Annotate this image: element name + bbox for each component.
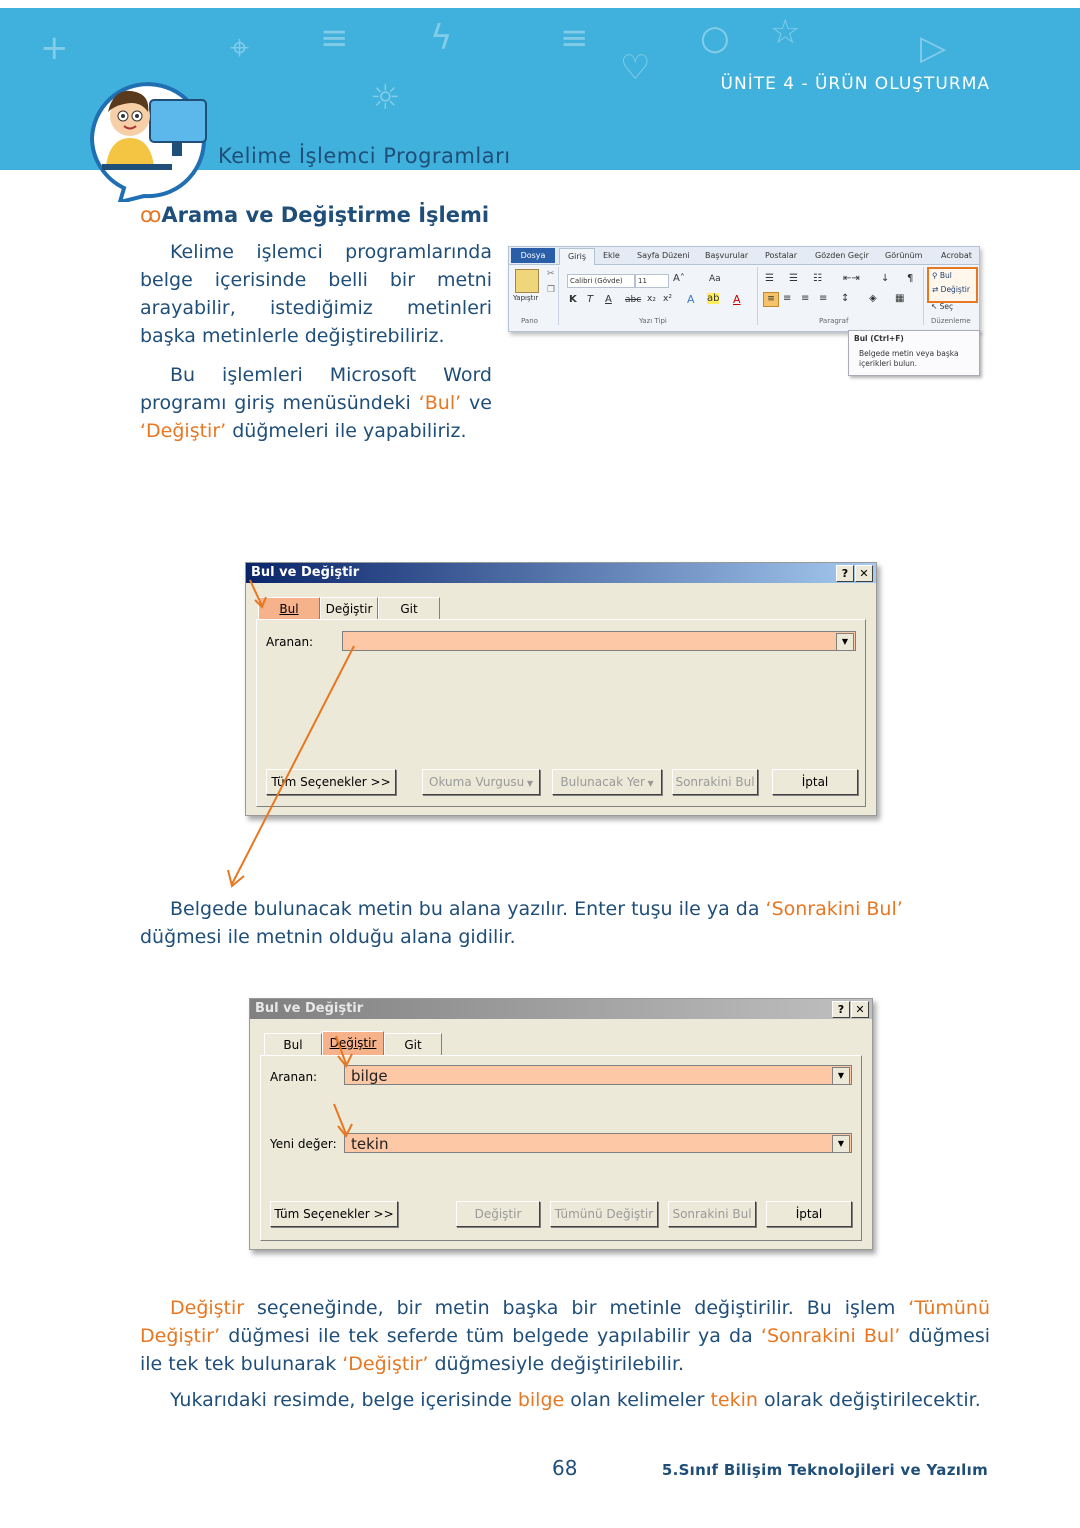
p2-text-a: Bu işlemleri Microsoft Word programı giriş menüsündeki	[140, 364, 492, 414]
ribbon-tab-sayfa-duzeni[interactable]: Sayfa Düzeni	[637, 251, 690, 260]
subscript-icon[interactable]: x₂	[647, 294, 656, 304]
tooltip-title: Bul (Ctrl+F)	[854, 334, 904, 343]
aranan-input-value: bilge	[351, 1067, 388, 1085]
okuma-vurgusu-label: Okuma Vurgusu	[429, 775, 525, 789]
aranan-label: Aranan:	[270, 1070, 318, 1084]
font-grow-icon[interactable]: A˄	[673, 273, 685, 284]
caption1-highlight: ‘Sonrakini Bul’	[765, 898, 903, 920]
cut-icon[interactable]: ✂	[547, 269, 555, 279]
caption3-highlight-bilge: bilge	[517, 1389, 565, 1411]
ribbon-tab-acrobat[interactable]: Acrobat	[941, 251, 972, 260]
bulb-doodle-icon: ☼	[370, 78, 401, 118]
align-left-icon[interactable]: ≡	[763, 292, 779, 307]
font-name-select[interactable]: Calibri (Gövde)	[567, 274, 635, 288]
tab-bul-label: Bul	[283, 1038, 303, 1052]
strikethrough-icon[interactable]: abc	[625, 295, 642, 305]
ribbon-tab-dosya[interactable]: Dosya	[511, 248, 555, 263]
ribbon-tab-gorunum[interactable]: Görünüm	[885, 251, 923, 260]
italic-icon[interactable]: T	[587, 294, 594, 305]
location-doodle-icon: ⌖	[230, 28, 250, 68]
sonrakini-bul-button[interactable]: Sonrakini Bul	[672, 769, 758, 795]
arrow-to-caption	[232, 646, 354, 884]
caption1-text-b: düğmesi ile metnin olduğu alana gidilir.	[140, 926, 516, 948]
font-size-select[interactable]: 11	[635, 274, 669, 288]
tooltip-text: Belgede metin veya başka içerikleri bulun.	[859, 349, 959, 368]
multilevel-list-icon[interactable]: ☷	[813, 273, 822, 284]
tum-secenekler-button[interactable]: Tüm Seçenekler >>	[270, 1201, 398, 1227]
justify-icon[interactable]: ≡	[819, 293, 828, 304]
sort-icon[interactable]: ↓	[881, 273, 890, 284]
star-doodle-icon: ☆	[770, 12, 801, 52]
section-title-text: Arama ve Değiştirme İşlemi	[161, 203, 490, 227]
p2-bul-highlight: ‘Bul’	[418, 392, 462, 414]
copy-icon[interactable]: ❐	[547, 285, 556, 295]
unit-title: ÜNİTE 4 - ÜRÜN OLUŞTURMA	[720, 74, 990, 94]
bul-ribbon-label: Bul	[939, 271, 952, 280]
line-spacing-icon[interactable]: ↕	[841, 293, 850, 304]
glasses-icon: ꝏ	[140, 203, 162, 227]
caption3-text-b: olan kelimeler	[564, 1389, 711, 1411]
caption2-text-c: düğmesi ile tek tek bulunarak	[140, 1325, 991, 1375]
align-right-icon[interactable]: ≡	[801, 293, 810, 304]
iptal-button[interactable]: İptal	[766, 1201, 852, 1227]
caption2-highlight-1: Değiştir	[170, 1297, 245, 1319]
caption2-text-b: düğmesi ile tek seferde tüm belgede yapılabilir ya da	[220, 1325, 761, 1347]
highlight-icon[interactable]: ab	[707, 293, 720, 304]
caption3-text-c: olarak değiştirilecektir.	[757, 1389, 981, 1411]
ribbon-tab-basvurular[interactable]: Başvurular	[705, 251, 749, 260]
sonrakini-bul-button[interactable]: Sonrakini Bul	[668, 1201, 756, 1227]
p2-degistir-highlight: ‘Değiştir’	[140, 420, 227, 442]
close-button[interactable]: ✕	[851, 1001, 869, 1018]
chevron-down-icon: ▼	[524, 779, 533, 788]
caption2-highlight-3: ‘Sonrakini Bul’	[760, 1325, 901, 1347]
tum-secenekler-button[interactable]: Tüm Seçenekler >>	[266, 769, 396, 795]
dialog-title: Bul ve Değiştir	[250, 999, 872, 1019]
ribbon-tab-giris[interactable]: Giriş	[559, 248, 595, 265]
select-cursor-icon: ↖	[931, 302, 940, 311]
p2-text-b: ve	[461, 392, 492, 414]
ribbon-tab-gozden-gecir[interactable]: Gözden Geçir	[815, 251, 869, 260]
ribbon-tab-postalar[interactable]: Postalar	[765, 251, 798, 260]
bullets-icon[interactable]: ☰	[765, 273, 774, 284]
heart-doodle-icon: ♡	[620, 48, 651, 88]
underline-icon[interactable]: A	[605, 294, 612, 305]
caption2-highlight-4: ‘Değiştir’	[342, 1353, 429, 1375]
chapter-title: Kelime İşlemci Programları	[218, 144, 511, 168]
group-duzenleme: Düzenleme	[931, 317, 971, 325]
chevron-down-icon: ▼	[644, 779, 654, 788]
bulunacak-yer-label: Bulunacak Yer	[560, 775, 645, 789]
replace-icon: ⇄	[932, 285, 941, 294]
caption-replace	[140, 1294, 990, 1378]
intro-paragraph: Kelime işlemci programlarında belge içerisinde belli bir metni arayabilir, istediğimiz metinleri başka metinlerle değiştirebiliriz.	[140, 241, 492, 347]
lines-doodle-icon: ≡	[560, 18, 589, 58]
chevron-down-icon[interactable]: ▼	[836, 633, 854, 651]
superscript-icon[interactable]: x²	[663, 294, 672, 304]
help-button[interactable]: ?	[836, 565, 854, 582]
tab-degistir-label: Değiştir	[329, 1036, 377, 1050]
p2-text-c: düğmeleri ile yapabiliriz.	[226, 420, 467, 442]
play-doodle-icon: ▷	[920, 28, 947, 68]
degistir-ribbon-label: Değiştir	[940, 285, 970, 294]
caption-example	[140, 1386, 990, 1414]
lines-doodle-icon: ≡	[320, 18, 349, 58]
group-paragraf: Paragraf	[819, 317, 849, 325]
sec-ribbon-label: Seç	[939, 302, 954, 311]
font-color-icon[interactable]: A	[733, 293, 741, 306]
align-center-icon[interactable]: ≡	[783, 293, 792, 304]
numbering-icon[interactable]: ☰	[789, 273, 798, 284]
ribbon-tab-ekle[interactable]: Ekle	[603, 251, 620, 260]
caption3-highlight-tekin: tekin	[710, 1389, 758, 1411]
chevron-down-icon[interactable]: ▼	[832, 1135, 850, 1153]
yeni-deger-input-value: tekin	[351, 1135, 389, 1153]
tab-git-label: Git	[400, 602, 418, 616]
page-number: 68	[552, 1456, 578, 1480]
tab-bul-label: Bul	[279, 602, 299, 616]
tumunu-degistir-button[interactable]: Tümünü Değiştir	[550, 1201, 658, 1227]
bolt-doodle-icon: ϟ	[430, 18, 453, 58]
group-yazi-tipi: Yazı Tipi	[639, 317, 667, 325]
indent-icon[interactable]: ⇤⇥	[843, 273, 860, 284]
caption2-text-d: düğmesiyle değiştirilebilir.	[428, 1353, 685, 1375]
text-effects-icon[interactable]: A	[687, 293, 695, 306]
book-title: 5.Sınıf Bilişim Teknolojileri ve Yazılım	[661, 1461, 988, 1479]
circle-doodle-icon: ○	[700, 18, 730, 58]
dialog-title: Bul ve Değiştir	[246, 563, 876, 583]
change-case-icon[interactable]: Aa	[709, 274, 721, 284]
caption2-highlight-2: ‘Tümünü Değiştir’	[140, 1297, 990, 1347]
pilcrow-icon[interactable]: ¶	[907, 273, 914, 284]
chevron-down-icon[interactable]: ▼	[832, 1067, 850, 1085]
group-pano: Pano	[521, 317, 538, 325]
plus-doodle-icon: +	[40, 28, 69, 68]
paste-label: Yapıştır	[513, 294, 539, 302]
tab-git-label: Git	[404, 1038, 422, 1052]
aranan-label: Aranan:	[266, 635, 314, 649]
close-button[interactable]: ✕	[855, 565, 873, 582]
caption1-text-a: Belgede bulunacak metin bu alana yazılır. Enter tuşu ile ya da	[170, 898, 766, 920]
binoculars-icon: ⚲	[932, 271, 940, 280]
caption3-text-a: Yukarıdaki resimde, belge içerisinde	[170, 1389, 518, 1411]
borders-icon[interactable]: ▦	[895, 293, 905, 304]
shading-icon[interactable]: ◈	[869, 293, 877, 304]
help-button[interactable]: ?	[832, 1001, 850, 1018]
caption2-text-a: seçeneğinde, bir metin başka bir metinle değiştirilir. Bu işlem	[244, 1297, 909, 1319]
tab-degistir-label: Değiştir	[325, 602, 373, 616]
yeni-deger-label: Yeni değer:	[270, 1137, 337, 1151]
bold-icon[interactable]: K	[569, 294, 577, 305]
degistir-button[interactable]: Değiştir	[456, 1201, 540, 1227]
iptal-button[interactable]: İptal	[772, 769, 858, 795]
